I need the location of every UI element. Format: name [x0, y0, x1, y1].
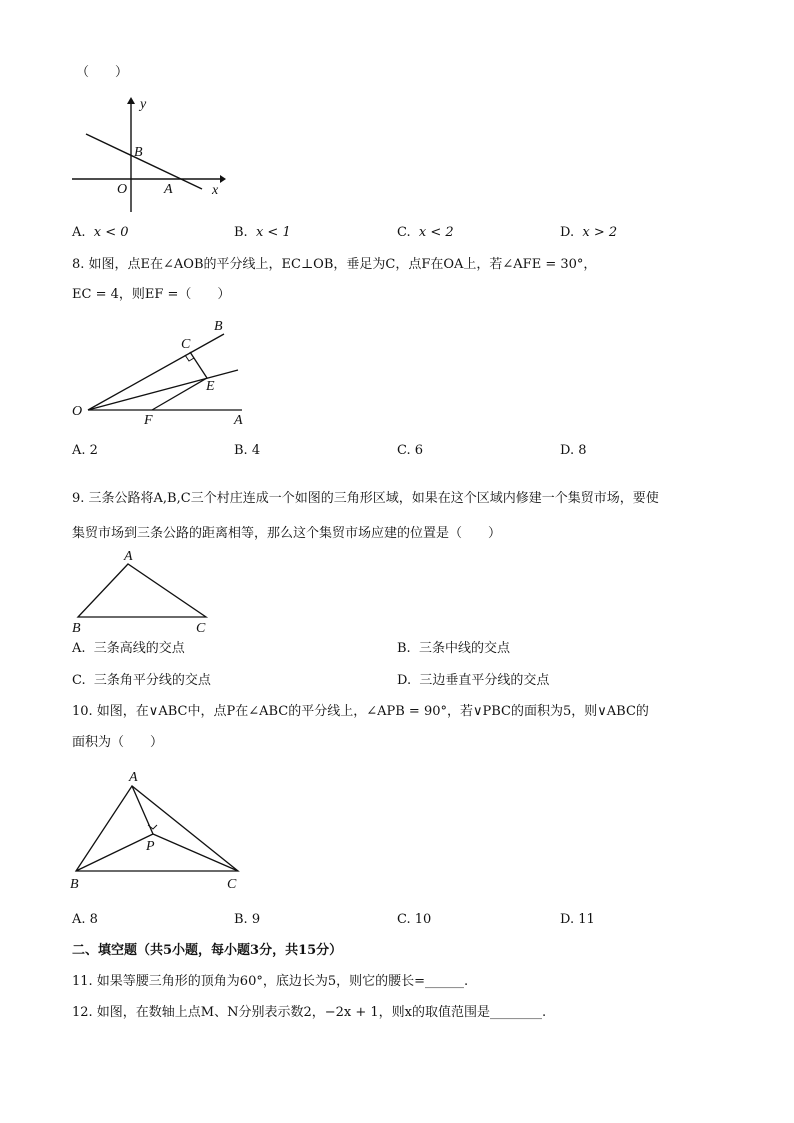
q10-figure: [64, 764, 254, 892]
label-A: A: [129, 770, 138, 785]
q8-stem-line1: 8. 如图，点E在∠AOB的平分线上，EC⊥OB，垂足为C，点F在OA上，若∠AFE = 30°，: [72, 257, 597, 272]
label-B: B: [70, 877, 79, 892]
q10-option-b[interactable]: B. 9: [234, 912, 261, 927]
q10-option-c[interactable]: C. 10: [397, 912, 432, 927]
q9-figure: [66, 546, 226, 634]
q10-option-d[interactable]: D. 11: [560, 912, 595, 927]
function-line: [86, 134, 202, 189]
label-B: B: [72, 621, 81, 634]
label-A: A: [234, 413, 243, 428]
q10-stem-line1: 10. 如图，在∨ABC中，点P在∠ABC的平分线上，∠APB = 90°，若∨PBC的面积为5，则∨ABC的: [72, 704, 649, 719]
label-O: O: [72, 404, 83, 419]
q7-figure: [60, 92, 230, 218]
label-O: O: [117, 182, 128, 197]
section-heading: 二、填空题（共5小题，每小题3分，共15分）: [72, 943, 343, 958]
q7-answer-bracket: （ ）: [76, 65, 129, 80]
segment-PC: [153, 834, 238, 871]
label-C: C: [196, 621, 206, 634]
q7-option-c[interactable]: C. x < 2: [397, 225, 454, 240]
q7-option-b[interactable]: B. x < 1: [234, 225, 291, 240]
label-y: y: [140, 97, 147, 112]
q9-option-a[interactable]: A. 三条高线的交点: [72, 641, 185, 656]
q9-option-d[interactable]: D. 三边垂直平分线的交点: [397, 673, 550, 688]
q7-option-d[interactable]: D. x > 2: [560, 225, 618, 240]
q8-stem-line2: EC = 4，则EF =（ ）: [72, 287, 231, 302]
triangle-ABC: [76, 786, 238, 871]
label-A: A: [124, 549, 133, 564]
label-A: A: [164, 182, 173, 197]
triangle-ABC: [78, 564, 206, 617]
q7-option-a[interactable]: A. x < 0: [72, 225, 129, 240]
q9-stem-line1: 9. 三条公路将A,B,C三个村庄连成一个如图的三角形区域，如果在这个区域内修建一个集贸市场，要使: [72, 491, 659, 506]
segment-EF: [152, 378, 207, 410]
label-E: E: [206, 379, 215, 394]
label-x: x: [212, 183, 219, 198]
label-B: B: [214, 319, 223, 334]
label-B: B: [134, 145, 143, 160]
q8-figure: [64, 316, 264, 434]
q9-stem-line2: 集贸市场到三条公路的距离相等，那么这个集贸市场应建的位置是（ ）: [72, 526, 502, 541]
label-P: P: [146, 839, 155, 854]
q9-option-c[interactable]: C. 三条角平分线的交点: [72, 673, 211, 688]
label-C: C: [227, 877, 237, 892]
q9-option-b[interactable]: B. 三条中线的交点: [397, 641, 510, 656]
y-axis-arrow-icon: [127, 97, 135, 104]
q8-option-b[interactable]: B. 4: [234, 443, 261, 458]
q10-option-a[interactable]: A. 8: [72, 912, 98, 927]
segment-EC: [190, 352, 207, 378]
q8-option-a[interactable]: A. 2: [72, 443, 98, 458]
label-F: F: [144, 413, 153, 428]
q12-stem: 12. 如图，在数轴上点M、N分别表示数2，−2x + 1，则x的取值范围是________.: [72, 1005, 547, 1020]
q10-stem-line2: 面积为（ ）: [72, 735, 164, 750]
label-C: C: [181, 337, 191, 352]
q8-option-c[interactable]: C. 6: [397, 443, 424, 458]
x-axis-arrow-icon: [220, 175, 226, 183]
q11-stem: 11. 如果等腰三角形的顶角为60°，底边长为5，则它的腰长=______.: [72, 974, 469, 989]
q8-option-d[interactable]: D. 8: [560, 443, 587, 458]
